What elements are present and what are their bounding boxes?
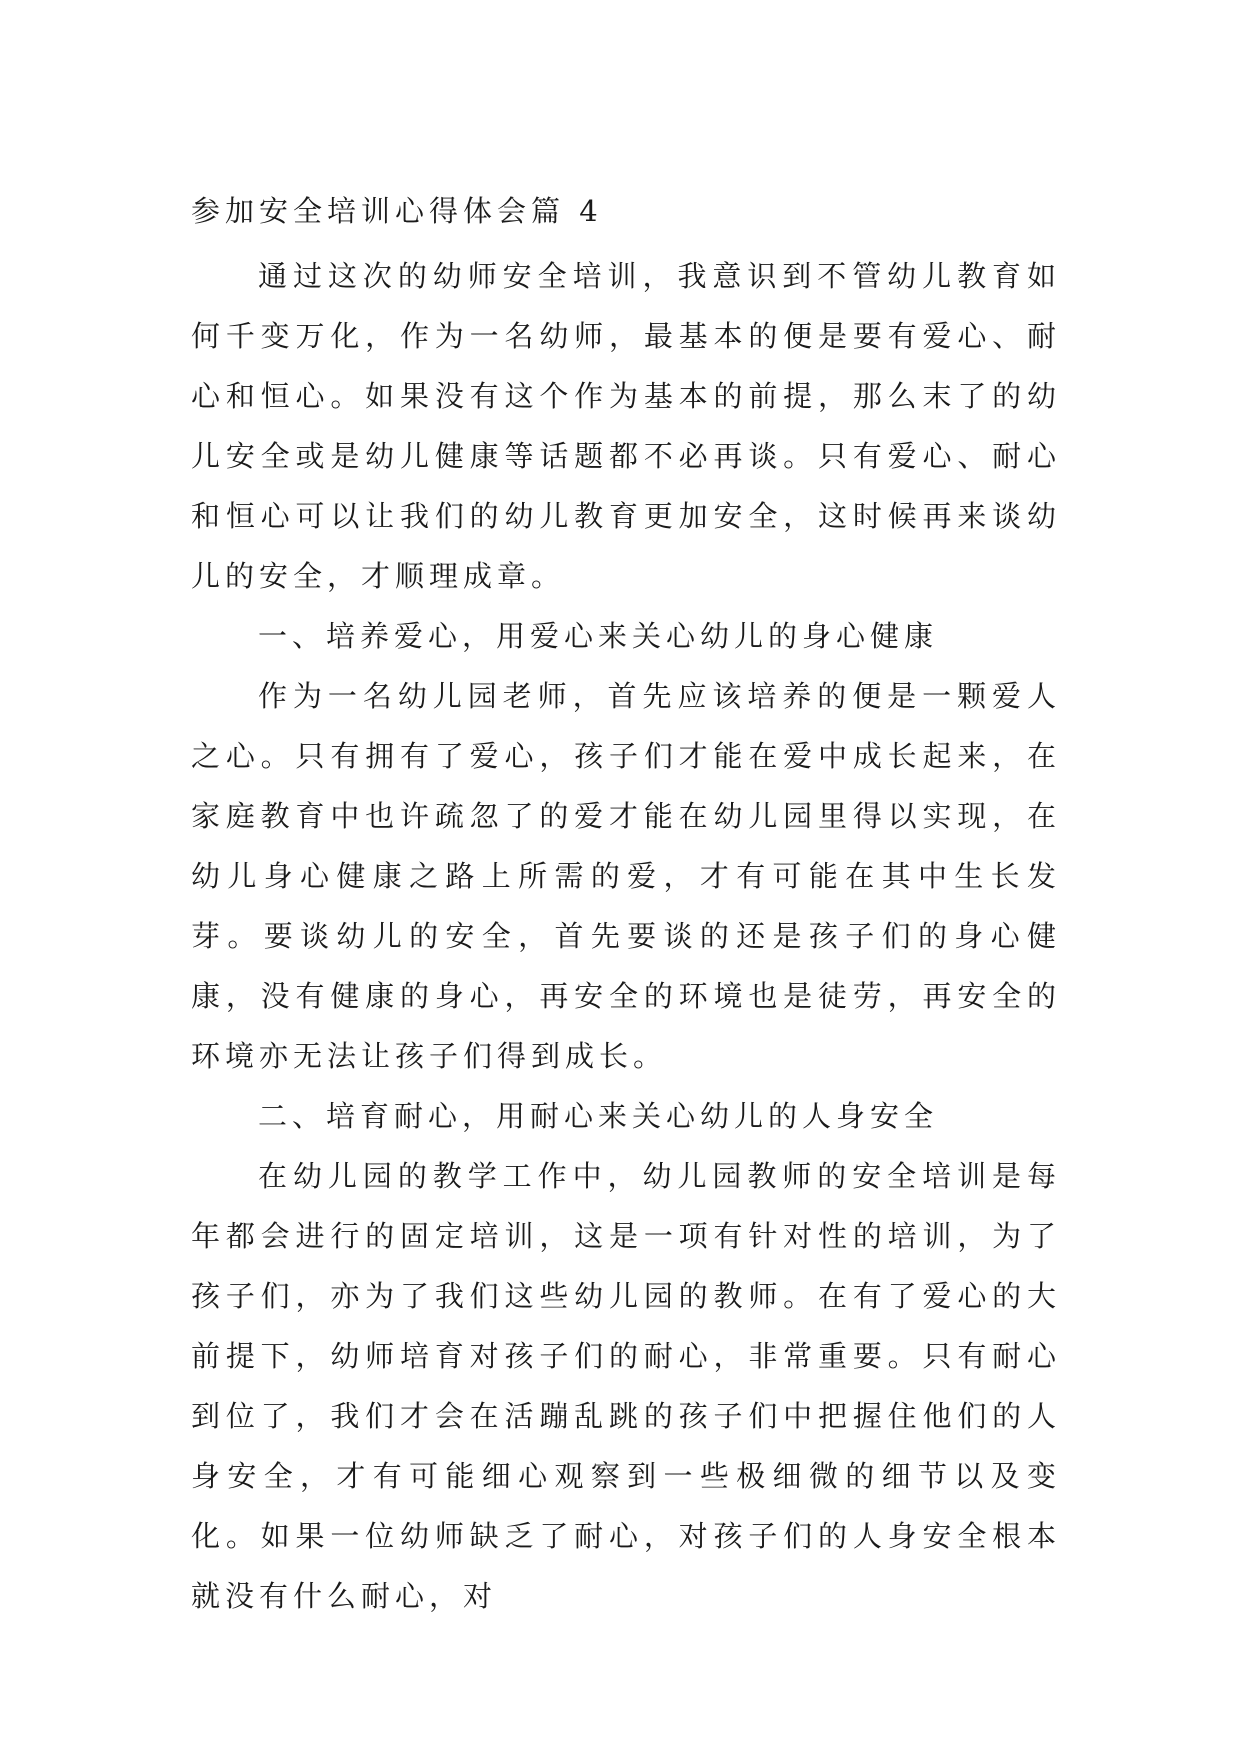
paragraph-section-1: 作为一名幼儿园老师，首先应该培养的便是一颗爱人之心。只有拥有了爱心，孩子们才能在爱中成长起来，在家庭教育中也许疏忽了的爱才能在幼儿园里得以实现，在幼儿身心健康之路上所需的爱，才有可能在其中生长发芽。要谈幼儿的安全，首先要谈的还是孩子们的身心健康，没有健康的身心，再安全的环境也是徒劳，再安全的环境亦无法让孩子们得到成长。 [191,679,1061,1073]
section-heading-1: 一、培养爱心，用爱心来关心幼儿的身心健康 [258,619,939,653]
document-body [191,188,1061,1626]
section-heading-2: 二、培育耐心，用耐心来关心幼儿的人身安全 [258,1099,939,1133]
paragraph-section-2: 在幼儿园的教学工作中，幼儿园教师的安全培训是每年都会进行的固定培训，这是一项有针对性的培训，为了孩子们，亦为了我们这些幼儿园的教师。在有了爱心的大前提下，幼师培育对孩子们的耐心，非常重要。只有耐心到位了，我们才会在活蹦乱跳的孩子们中把握住他们的人身安全，才有可能细心观察到一些极细微的细节以及变化。如果一位幼师缺乏了耐心，对孩子们的人身安全根本就没有什么耐心，对 [191,1159,1061,1613]
page-title: 参加安全培训心得体会篇 4 [191,194,603,228]
paragraph-intro: 通过这次的幼师安全培训，我意识到不管幼儿教育如何千变万化，作为一名幼师，最基本的便是要有爱心、耐心和恒心。如果没有这个作为基本的前提，那么末了的幼儿安全或是幼儿健康等话题都不必再谈。只有爱心、耐心和恒心可以让我们的幼儿教育更加安全，这时候再来谈幼儿的安全，才顺理成章。 [191,259,1061,593]
